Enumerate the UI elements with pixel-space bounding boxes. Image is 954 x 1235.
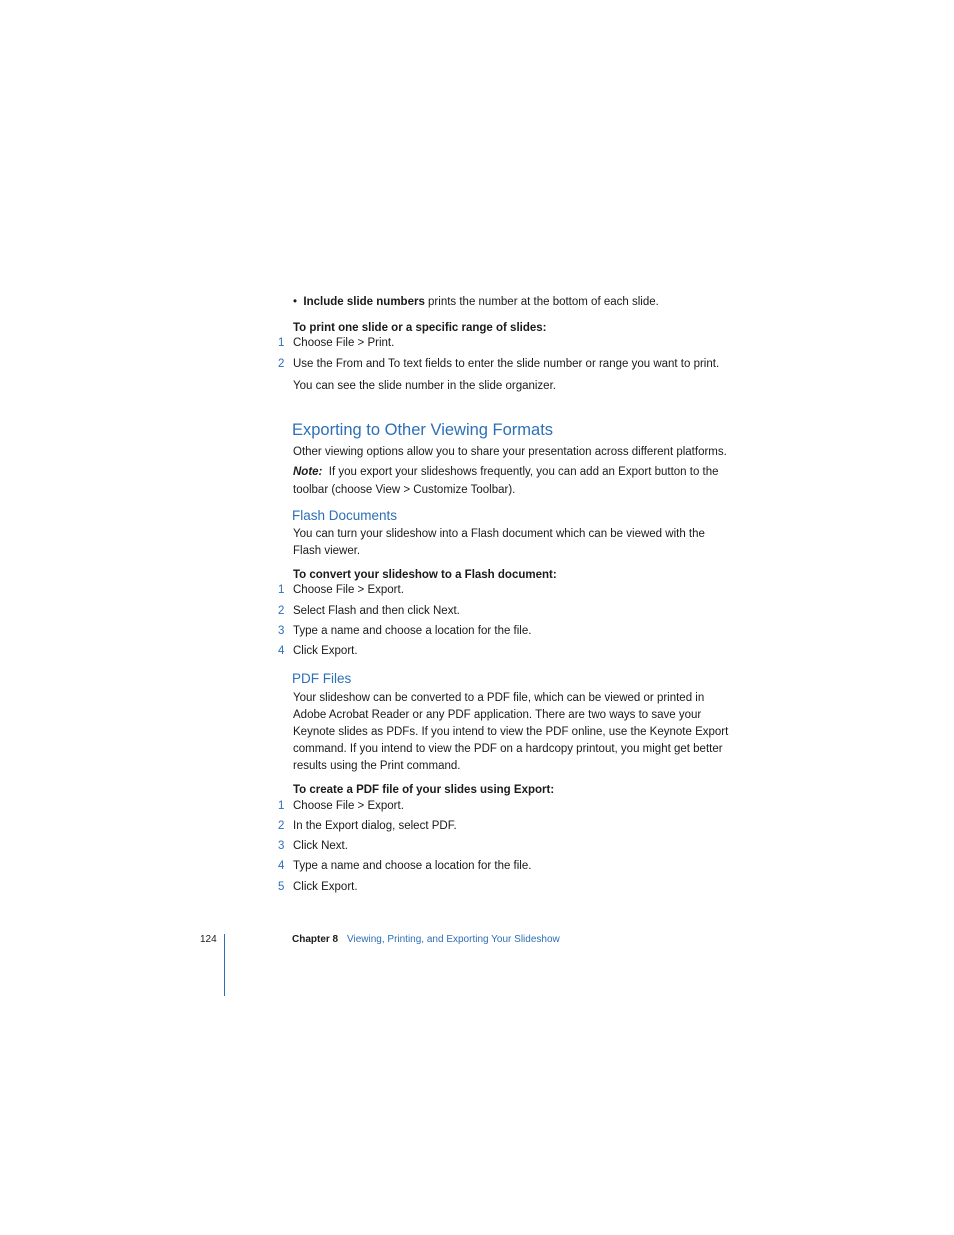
step-number: 4 bbox=[278, 645, 285, 657]
step-number: 1 bbox=[278, 800, 285, 812]
step-text: Choose File > Export. bbox=[293, 800, 404, 812]
exporting-intro: Other viewing options allow you to share your presentation across different platforms. bbox=[293, 446, 727, 458]
print-range-heading: To print one slide or a specific range of slides: bbox=[293, 322, 547, 334]
note-line-1: If you export your slideshows frequently, you can add an Export button to the bbox=[328, 466, 719, 478]
bullet-text: prints the number at the bottom of each slide. bbox=[424, 296, 659, 308]
step-number: 2 bbox=[278, 605, 285, 617]
footer-chapter-title: Viewing, Printing, and Exporting Your Slideshow bbox=[347, 934, 560, 945]
pdf-intro-line: Your slideshow can be converted to a PDF file, which can be viewed or printed in bbox=[293, 692, 705, 704]
section-title-flash: Flash Documents bbox=[292, 508, 398, 523]
step-text: Select Flash and then click Next. bbox=[293, 605, 460, 617]
step-text: Use the From and To text fields to enter the slide number or range you want to print. bbox=[293, 358, 720, 370]
print-range-note: You can see the slide number in the slide organizer. bbox=[293, 380, 556, 392]
step-number: 4 bbox=[278, 860, 285, 872]
step-text: Click Export. bbox=[293, 881, 358, 893]
pdf-intro-line: Keynote slides as PDFs. If you intend to view the PDF online, use the Keynote Export bbox=[293, 726, 729, 738]
step-text: Type a name and choose a location for the file. bbox=[293, 625, 532, 637]
step-text: Click Export. bbox=[293, 645, 358, 657]
pdf-intro-line: command. If you intend to view the PDF on a hardcopy printout, you might get better bbox=[293, 743, 723, 755]
section-title-pdf: PDF Files bbox=[292, 671, 352, 686]
step-number: 3 bbox=[278, 840, 285, 852]
page-number: 124 bbox=[200, 934, 217, 945]
section-title-exporting: Exporting to Other Viewing Formats bbox=[292, 421, 554, 439]
step-text: Choose File > Print. bbox=[293, 337, 395, 349]
step-number: 2 bbox=[278, 820, 285, 832]
flash-intro-line-2: Flash viewer. bbox=[293, 545, 361, 557]
flash-intro-line-1: You can turn your slideshow into a Flash document which can be viewed with the bbox=[293, 528, 705, 540]
step-number: 2 bbox=[278, 358, 285, 370]
exporting-note bbox=[293, 464, 719, 481]
step-text: Choose File > Export. bbox=[293, 584, 404, 596]
bullet-dot: • bbox=[293, 296, 304, 308]
step-number: 5 bbox=[278, 881, 285, 893]
note-label: Note: bbox=[293, 466, 323, 478]
pdf-intro-line: results using the Print command. bbox=[293, 760, 461, 772]
footer-divider bbox=[224, 934, 225, 996]
footer-chapter-label: Chapter 8 bbox=[292, 934, 339, 945]
step-number: 3 bbox=[278, 625, 285, 637]
pdf-heading: To create a PDF file of your slides using Export: bbox=[293, 784, 555, 796]
step-number: 1 bbox=[278, 584, 285, 596]
flash-heading: To convert your slideshow to a Flash document: bbox=[293, 569, 557, 581]
step-number: 1 bbox=[278, 337, 285, 349]
step-text: Type a name and choose a location for the file. bbox=[293, 860, 532, 872]
step-text: Click Next. bbox=[293, 840, 348, 852]
bullet-include-slide-numbers bbox=[293, 296, 659, 308]
bullet-term: Include slide numbers bbox=[303, 296, 425, 308]
pdf-intro-line: Adobe Acrobat Reader or any PDF application. There are two ways to save your bbox=[293, 709, 702, 721]
step-text: In the Export dialog, select PDF. bbox=[293, 820, 457, 832]
note-line-2: toolbar (choose View > Customize Toolbar). bbox=[293, 484, 516, 496]
